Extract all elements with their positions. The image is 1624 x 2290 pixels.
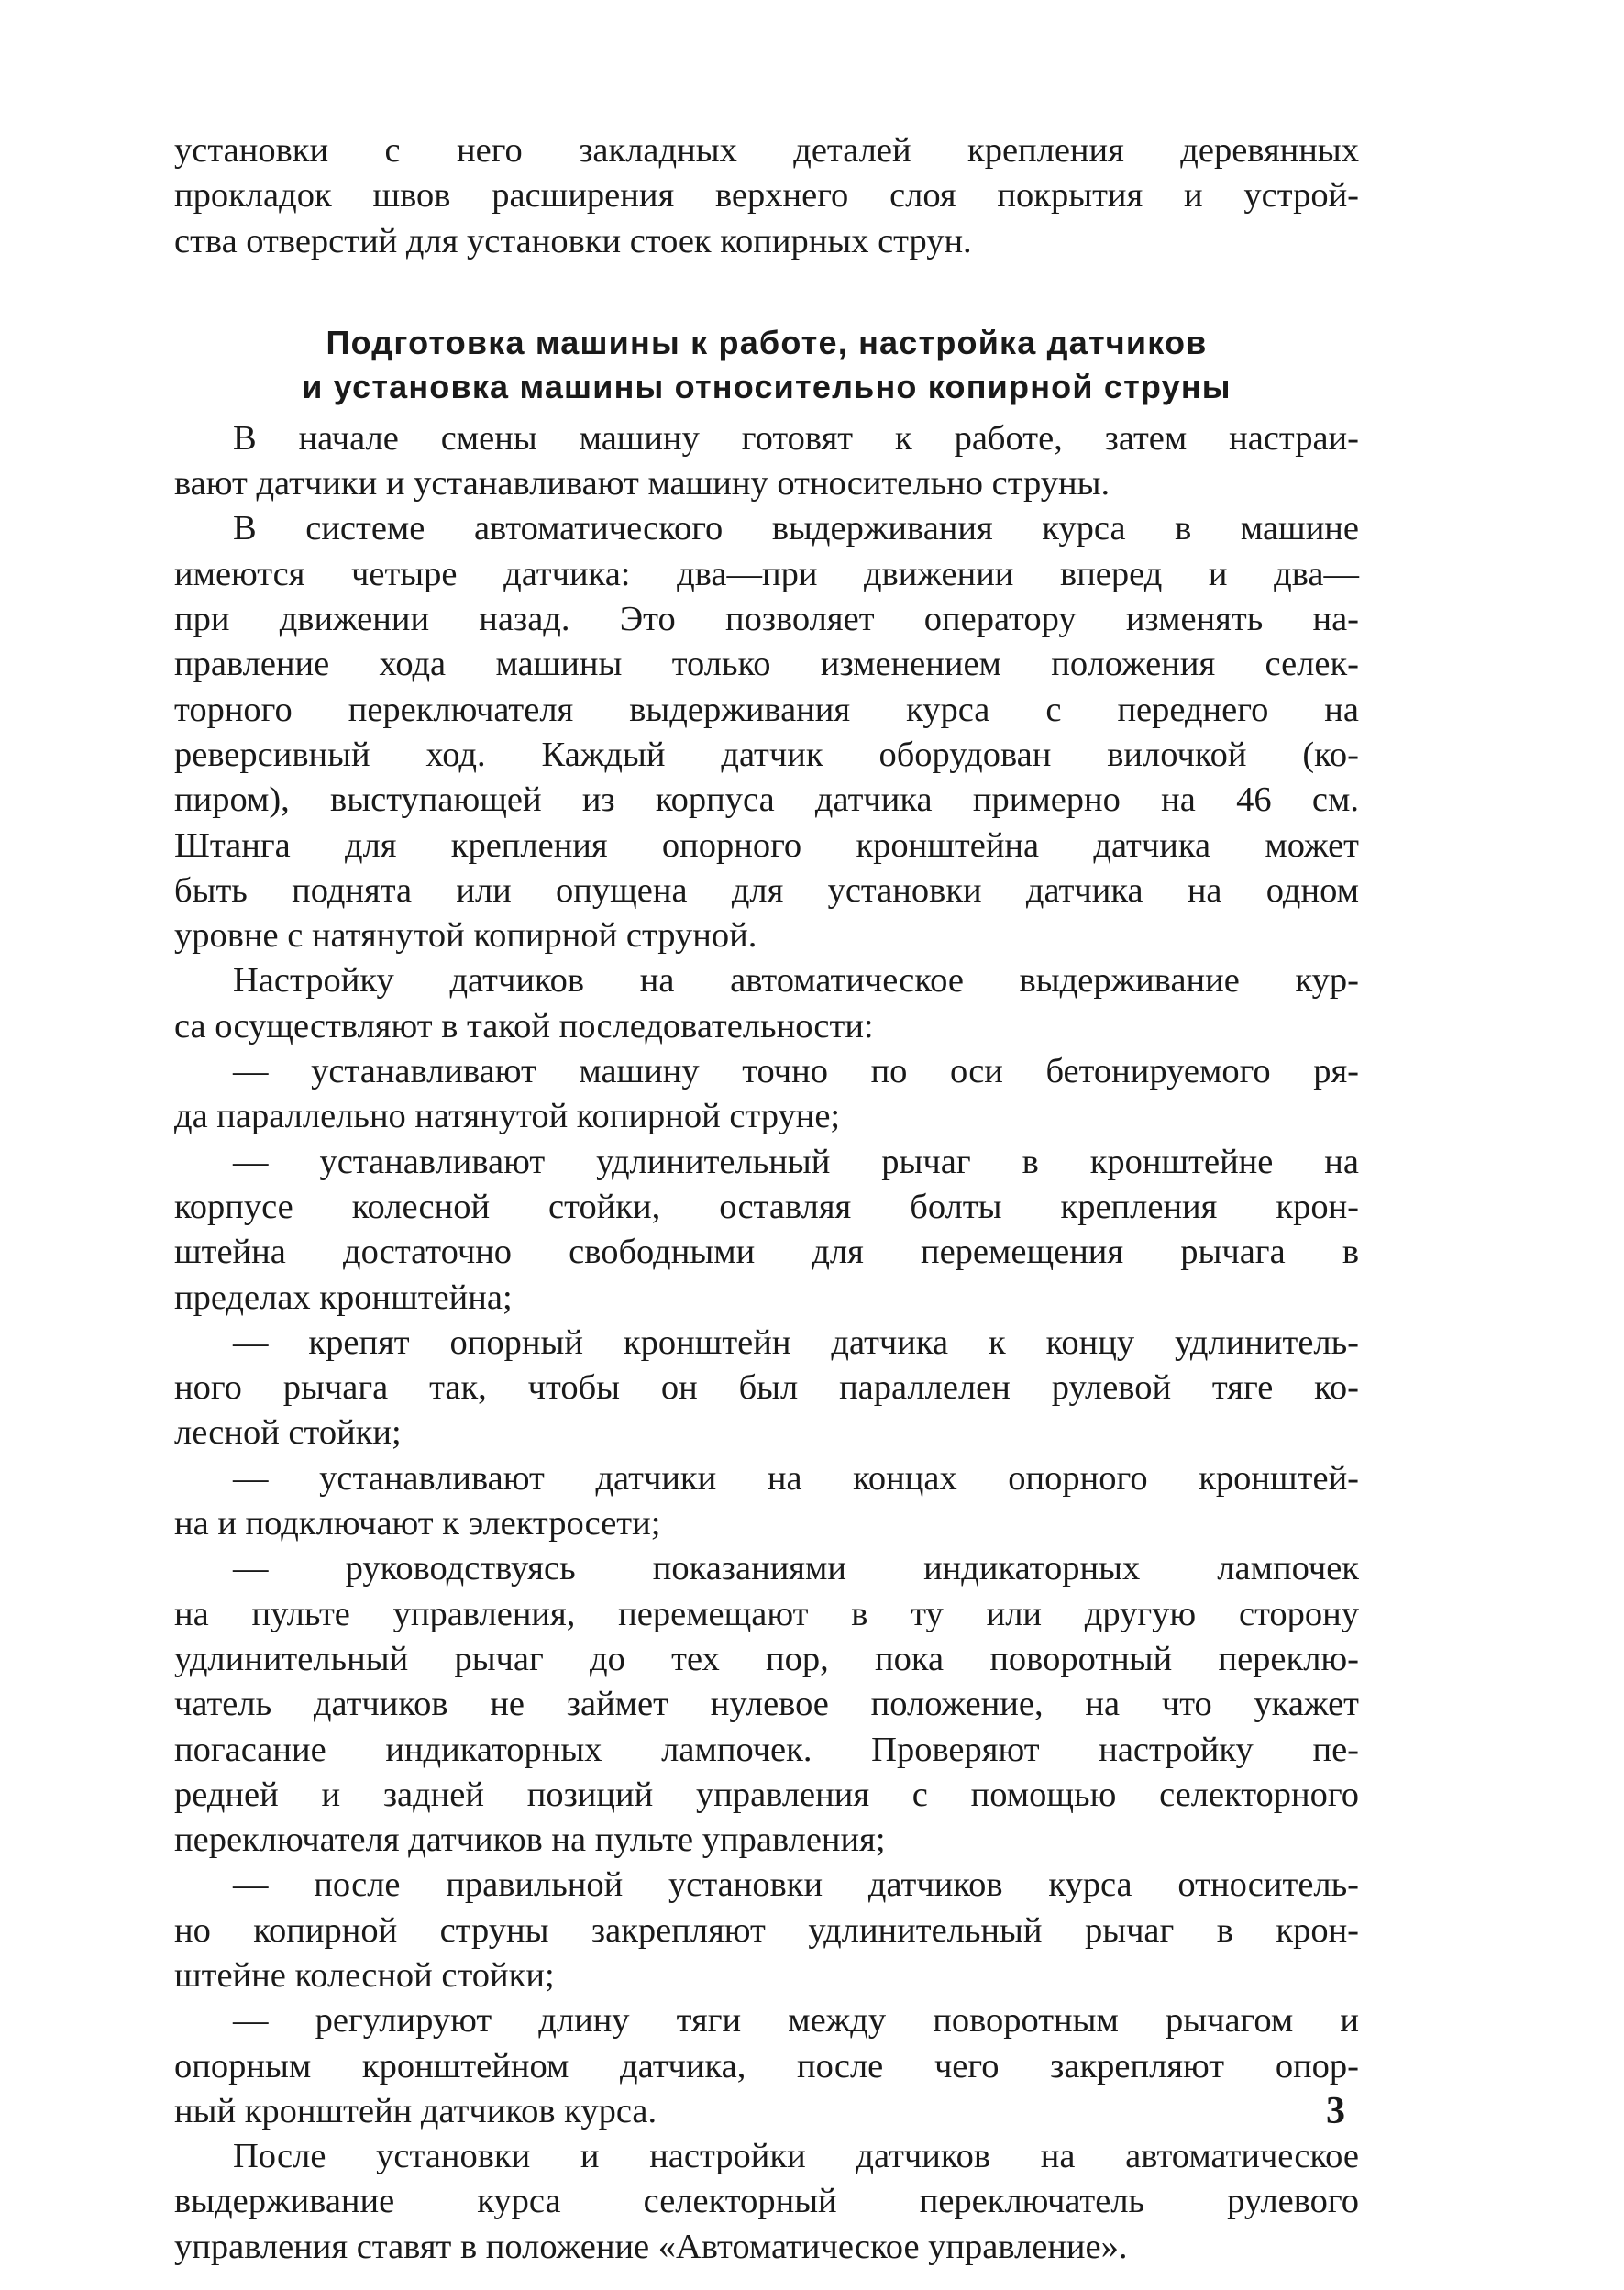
- text-line: В системе автоматического выдерживания курса в машине: [233, 509, 1359, 548]
- text-line: быть поднята или опущена для установки датчика на одном: [174, 870, 1359, 910]
- paragraph: [174, 2134, 1359, 2270]
- paragraph: [174, 1140, 1359, 1321]
- text-line: Штанга для крепления опорного кронштейна датчика может: [174, 825, 1359, 865]
- paragraph: [174, 1546, 1359, 1863]
- body-text: [174, 416, 1359, 2270]
- text-line: имеются четыре датчика: два—при движении вперед и два—: [174, 554, 1359, 593]
- text-line: чатель датчиков не займет нулевое положение, на что укажет: [174, 1685, 1359, 1724]
- text-line: прокладок швов расширения верхнего слоя покрытия и устрой-: [174, 176, 1359, 216]
- section-heading: [174, 321, 1359, 409]
- text-line: — руководствуясь показаниями индикаторных лампочек: [233, 1549, 1359, 1588]
- text-line: — устанавливают удлинительный рычаг в кронштейне на: [233, 1142, 1359, 1181]
- text-line: пиром), выступающей из корпуса датчика примерно на 46 см.: [174, 780, 1359, 820]
- paragraph: [174, 1321, 1359, 1456]
- text-line: реверсивный ход. Каждый датчик оборудован вилочкой (ко-: [174, 735, 1359, 774]
- text-line: — регулируют длину тяги между поворотным рычагом и: [233, 2001, 1359, 2041]
- text-line: После установки и настройки датчиков на автоматическое: [233, 2137, 1359, 2176]
- text-line: но копирной струны закрепляют удлинительный рычаг в крон-: [174, 1910, 1359, 1950]
- text-line: корпусе колесной стойки, оставляя болты крепления крон-: [174, 1187, 1359, 1226]
- text-line: — устанавливают машину точно по оси бетонируемого ря-: [233, 1052, 1359, 1091]
- text-line: при движении назад. Это позволяет оператору изменять на-: [174, 600, 1359, 639]
- text-line: торного переключателя выдерживания курса с переднего на: [174, 690, 1359, 729]
- page-number: 3: [1326, 2090, 1345, 2132]
- paragraph: [174, 1456, 1359, 1547]
- heading-line: Подготовка машины к работе, настройка датчиков: [326, 323, 1208, 361]
- text-line: ства отверстий для установки стоек копирных струн.: [174, 221, 972, 260]
- text-line: управления ставят в положение «Автоматическое управление».: [174, 2227, 1128, 2266]
- text-line: редней и задней позиций управления с помощью селекторного: [174, 1775, 1359, 1814]
- text-line: на и подключают к электросети;: [174, 1504, 661, 1543]
- text-line: опорным кронштейном датчика, после чего закрепляют опор-: [174, 2046, 1359, 2085]
- text-line: переключателя датчиков на пульте управления;: [174, 1820, 886, 1860]
- text-line: — крепят опорный кронштейн датчика к концу удлинитель-: [233, 1322, 1359, 1362]
- text-line: погасание индикаторных лампочек. Проверяют настройку пе-: [174, 1730, 1359, 1769]
- paragraph: [174, 958, 1359, 1049]
- text-line: пределах кронштейна;: [174, 1278, 513, 1317]
- text-line: да параллельно натянутой копирной струне;: [174, 1097, 841, 1136]
- text-line: вают датчики и устанавливают машину относительно струны.: [174, 464, 1110, 503]
- text-line: штейне колесной стойки;: [174, 1955, 555, 1995]
- text-line: ный кронштейн датчиков курса.: [174, 2091, 657, 2130]
- text-line: выдерживание курса селекторный переключатель рулевого: [174, 2182, 1359, 2221]
- paragraph: [174, 1049, 1359, 1140]
- document-page: [174, 128, 1359, 2270]
- text-line: лесной стойки;: [174, 1413, 402, 1453]
- opening-paragraph: [174, 128, 1359, 264]
- paragraph: [174, 416, 1359, 507]
- text-line: — устанавливают датчики на концах опорного кронштей-: [233, 1458, 1359, 1498]
- text-line: установки с него закладных деталей крепления деревянных: [174, 131, 1359, 170]
- text-line: штейна достаточно свободными для перемещения рычага в: [174, 1233, 1359, 1272]
- paragraph: [174, 506, 1359, 958]
- heading-line: и установка машины относительно копирной струны: [302, 367, 1232, 405]
- text-line: В начале смены машину готовят к работе, затем настраи-: [233, 418, 1359, 458]
- paragraph: [174, 1998, 1359, 2134]
- paragraph: [174, 1863, 1359, 1998]
- text-line: уровне с натянутой копирной струной.: [174, 916, 757, 956]
- text-line: ного рычага так, чтобы он был параллелен рулевой тяге ко-: [174, 1368, 1359, 1408]
- text-line: — после правильной установки датчиков курса относитель-: [233, 1865, 1359, 1905]
- text-line: са осуществляют в такой последовательности:: [174, 1006, 874, 1045]
- text-line: Настройку датчиков на автоматическое выдерживание кур-: [233, 961, 1359, 1001]
- text-line: удлинительный рычаг до тех пор, пока поворотный переклю-: [174, 1639, 1359, 1678]
- text-line: на пульте управления, перемещают в ту или другую сторону: [174, 1594, 1359, 1633]
- text-line: правление хода машины только изменением положения селек-: [174, 645, 1359, 684]
